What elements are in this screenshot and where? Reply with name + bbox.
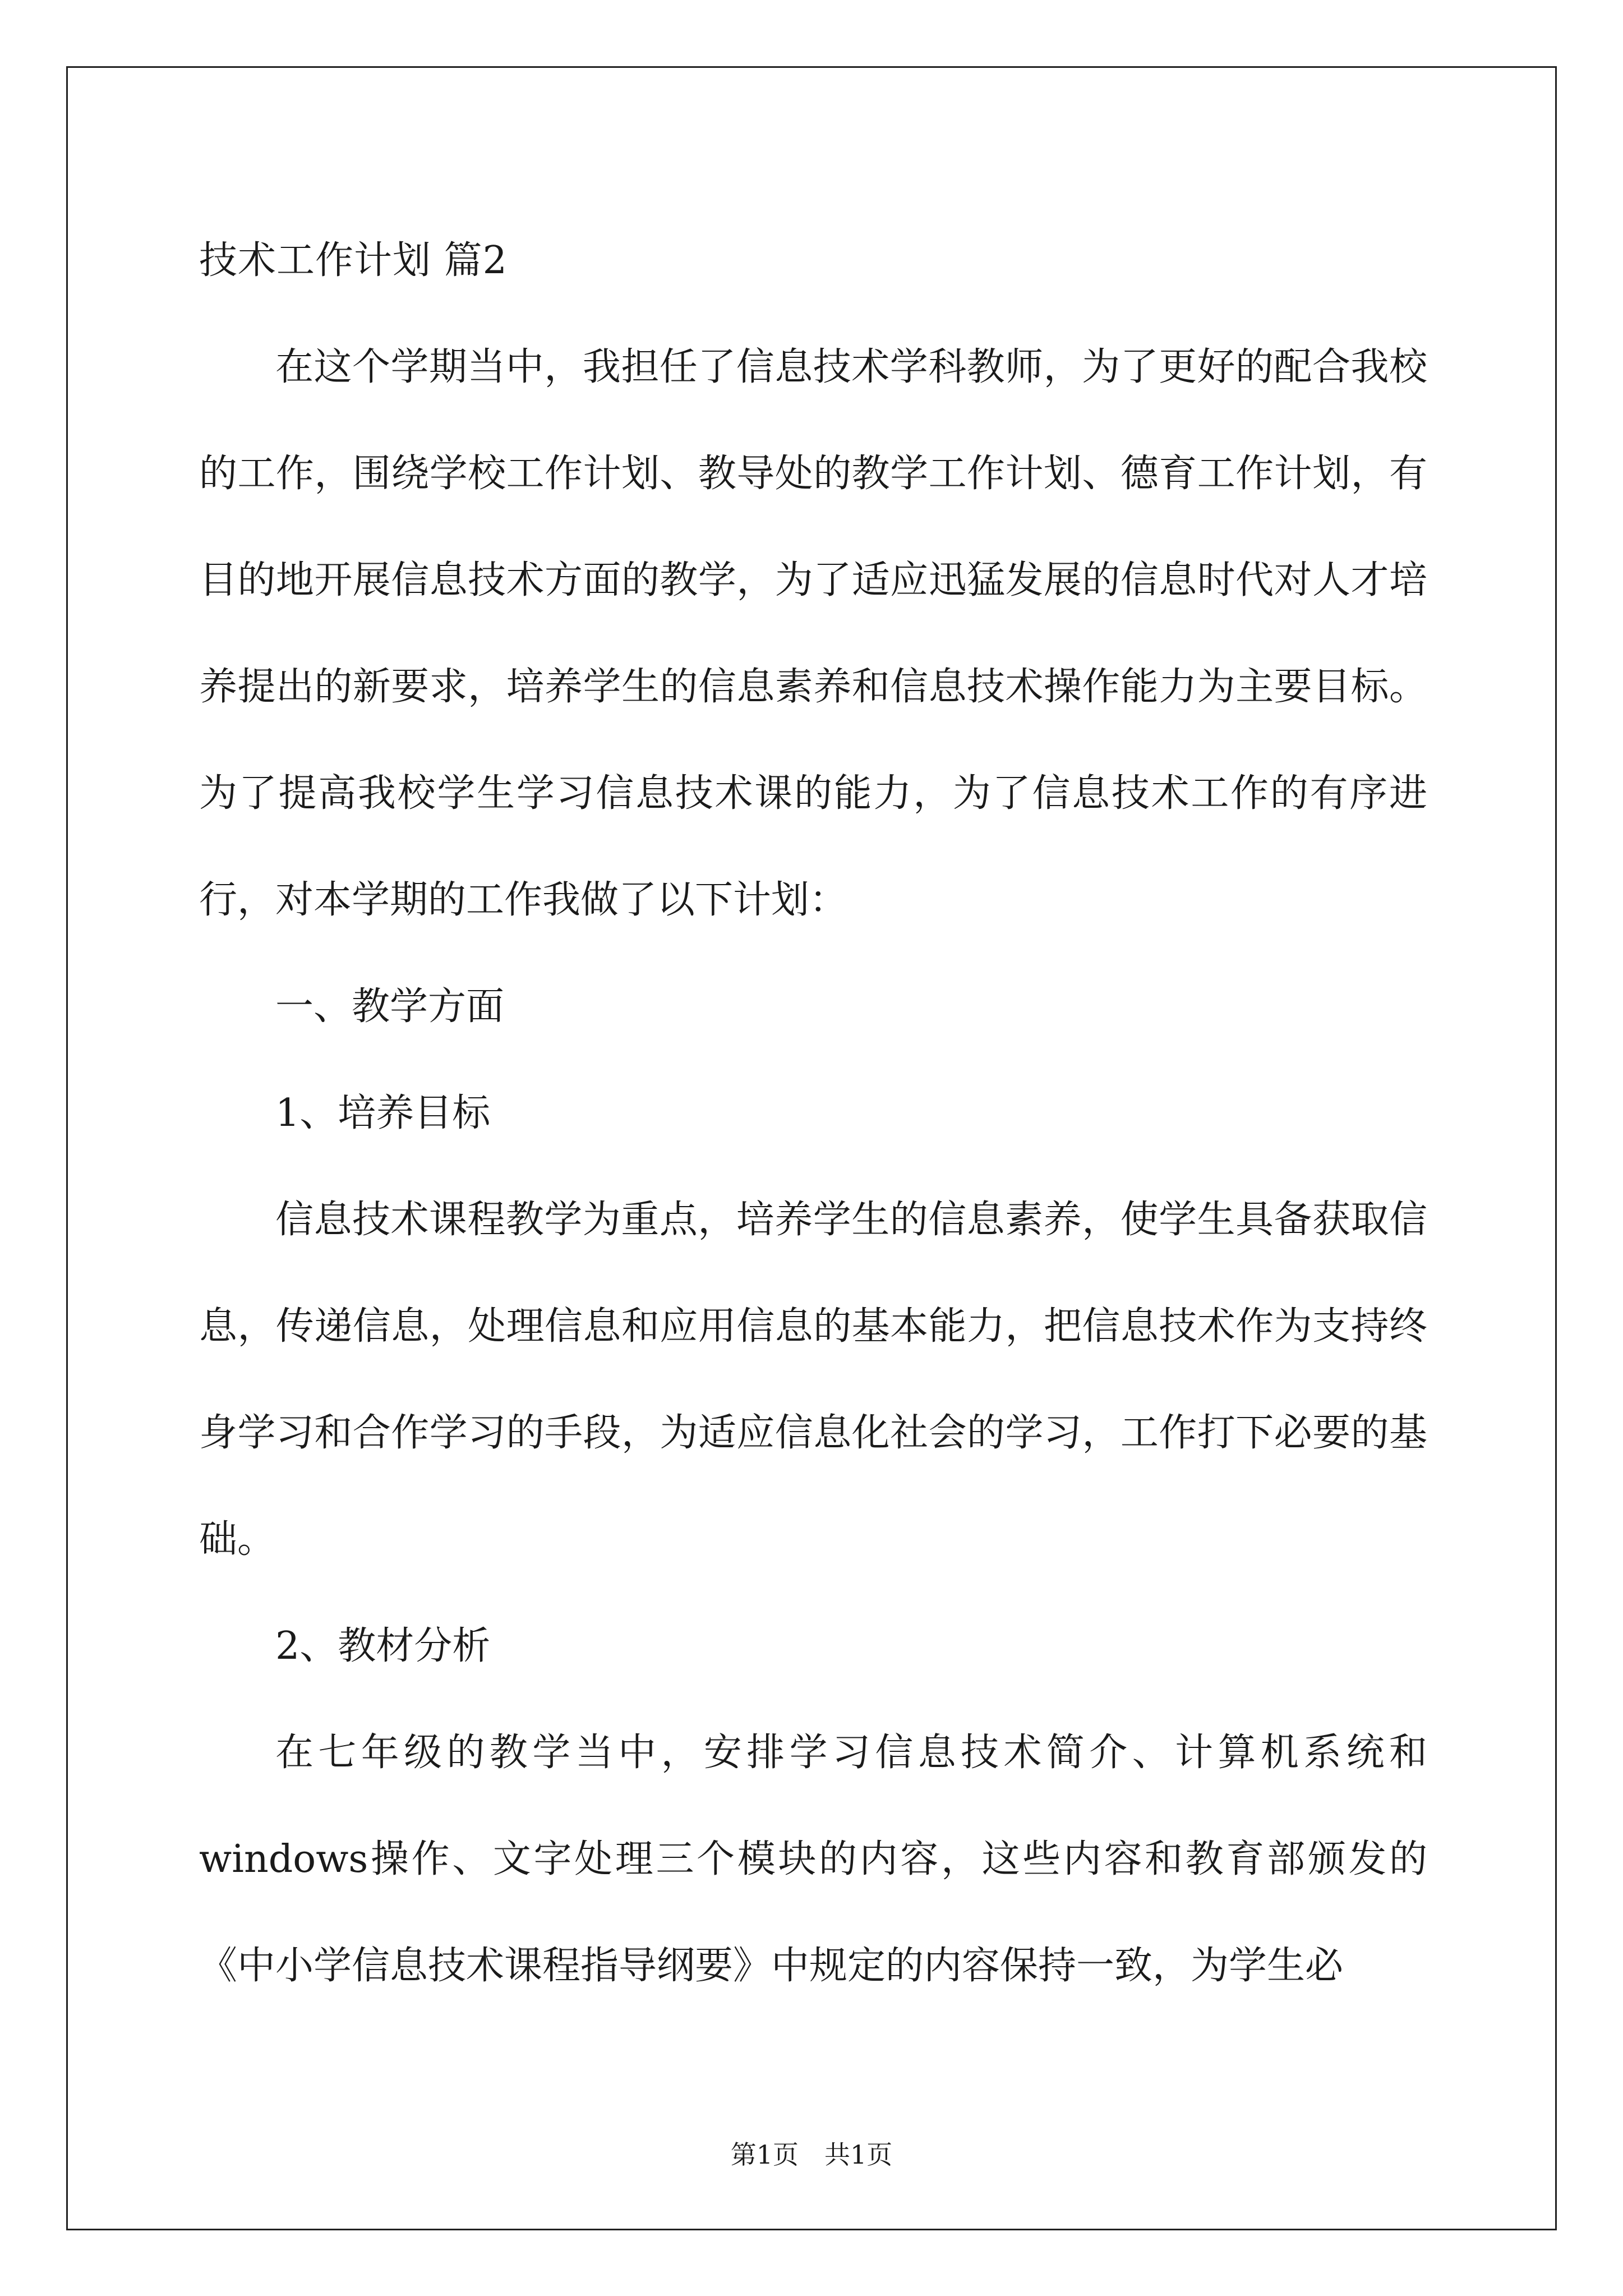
heading-teaching: 一、教学方面 xyxy=(275,984,505,1029)
document-body xyxy=(199,208,1427,2019)
paragraph-goals: 信息技术课程教学为重点，培养学生的信息素养，使学生具备获取信息，传递信息，处理信息和应用信息的基本能力，把信息技术作为支持终身学习和合作学习的手段，为适应信息化社会的学习，工作打下必要的基础。 xyxy=(199,1198,1427,1562)
paragraph-intro: 在这个学期当中，我担任了信息技术学科教师，为了更好的配合我校的工作，围绕学校工作计划、教导处的教学工作计划、德育工作计划，有目的地开展信息技术方面的教学，为了适应迅猛发展的信息时代对人才培养提出的新要求，培养学生的信息素养和信息技术操作能力为主要目标。为了提高我校学生学习信息技术课的能力，为了信息技术工作的有序进行，对本学期的工作我做了以下计划： xyxy=(199,345,1427,922)
heading-textbook: 2、教材分析 xyxy=(275,1624,491,1668)
heading-goals: 1、培养目标 xyxy=(275,1091,491,1135)
document-title: 技术工作计划 篇2 xyxy=(199,238,508,283)
page-footer: 第1页 共1页 xyxy=(730,2139,893,2170)
paragraph-textbook: 在七年级的教学当中，安排学习信息技术简介、计算机系统和windows操作、文字处理三个模块的内容，这些内容和教育部颁发的《中小学信息技术课程指导纲要》中规定的内容保持一致，为学生必 xyxy=(199,1731,1427,1988)
